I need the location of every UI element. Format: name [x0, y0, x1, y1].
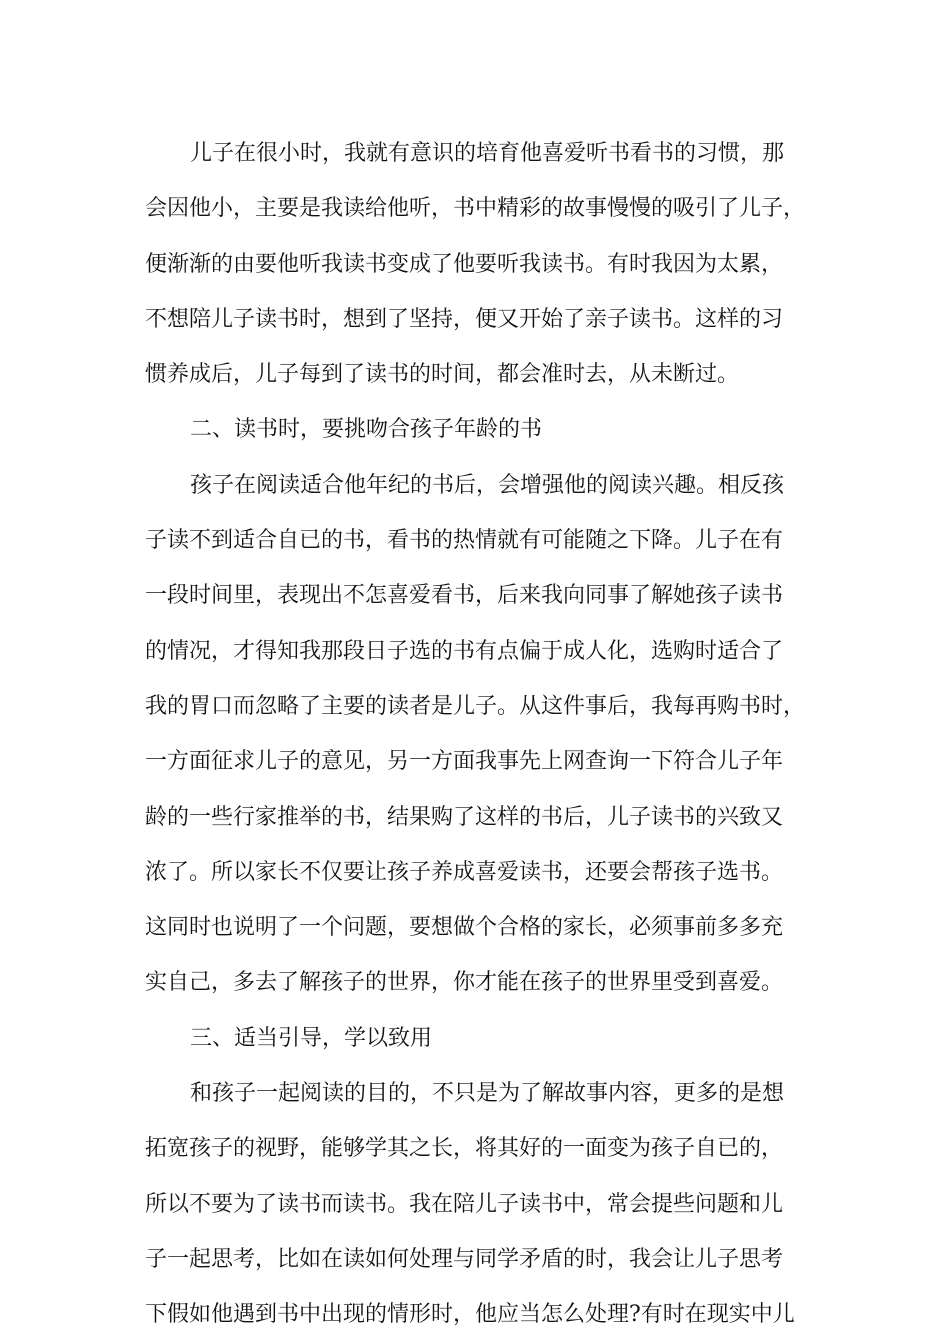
text-line: 子一起思考，比如在读如何处理与同学矛盾的时，我会让儿子思考: [145, 1246, 784, 1272]
text-line: 拓宽孩子的视野，能够学其之长，将其好的一面变为孩子自已的，: [145, 1136, 784, 1162]
text-line: 儿子在很小时，我就有意识的培育他喜爱听书看书的习惯，那: [190, 141, 785, 166]
section-heading-3: 三、适当引导，学以致用: [190, 1025, 433, 1051]
text-line: 孩子在阅读适合他年纪的书后，会增强他的阅读兴趣。相反孩: [190, 472, 785, 498]
text-line: 一方面征求儿子的意见，另一方面我事先上网查询一下符合儿子年: [145, 749, 784, 775]
text-line: 惯养成后，儿子每到了读书的时间，都会准时去，从未断过。: [145, 362, 740, 388]
text-line: 不想陪儿子读书时，想到了坚持，便又开始了亲子读书。这样的习: [145, 306, 784, 332]
text-line: 这同时也说明了一个问题，要想做个合格的家长，必须事前多多充: [145, 915, 784, 941]
text-line: 便渐渐的由要他听我读书变成了他要听我读书。有时我因为太累，: [145, 251, 784, 277]
document-body: [145, 126, 825, 1343]
text-line: 浓了。所以家长不仅要让孩子养成喜爱读书，还要会帮孩子选书。: [145, 859, 784, 885]
text-line: 我的胃口而忽略了主要的读者是儿子。从这件事后，我每再购书时，: [145, 693, 806, 719]
text-line: 下假如他遇到书中出现的情形时，他应当怎么处理?有时在现实中儿: [145, 1302, 795, 1328]
section-heading-2: 二、读书时，要挑吻合孩子年龄的书: [190, 417, 543, 443]
text-line: 所以不要为了读书而读书。我在陪儿子读书中，常会提些问题和儿: [145, 1191, 784, 1217]
text-line: 实自己，多去了解孩子的世界，你才能在孩子的世界里受到喜爱。: [145, 970, 784, 996]
text-line: 龄的一些行家推举的书，结果购了这样的书后，儿子读书的兴致又: [145, 804, 784, 830]
text-line: 子读不到适合自已的书，看书的热情就有可能随之下降。儿子在有: [145, 528, 784, 554]
text-line: 和孩子一起阅读的目的，不只是为了解故事内容，更多的是想: [190, 1081, 785, 1107]
text-line: 的情况，才得知我那段日子选的书有点偏于成人化，选购时适合了: [145, 638, 784, 664]
text-line: 一段时间里，表现出不怎喜爱看书，后来我向同事了解她孩子读书: [145, 583, 784, 609]
text-line: 会因他小，主要是我读给他听，书中精彩的故事慢慢的吸引了儿子，: [145, 196, 806, 222]
